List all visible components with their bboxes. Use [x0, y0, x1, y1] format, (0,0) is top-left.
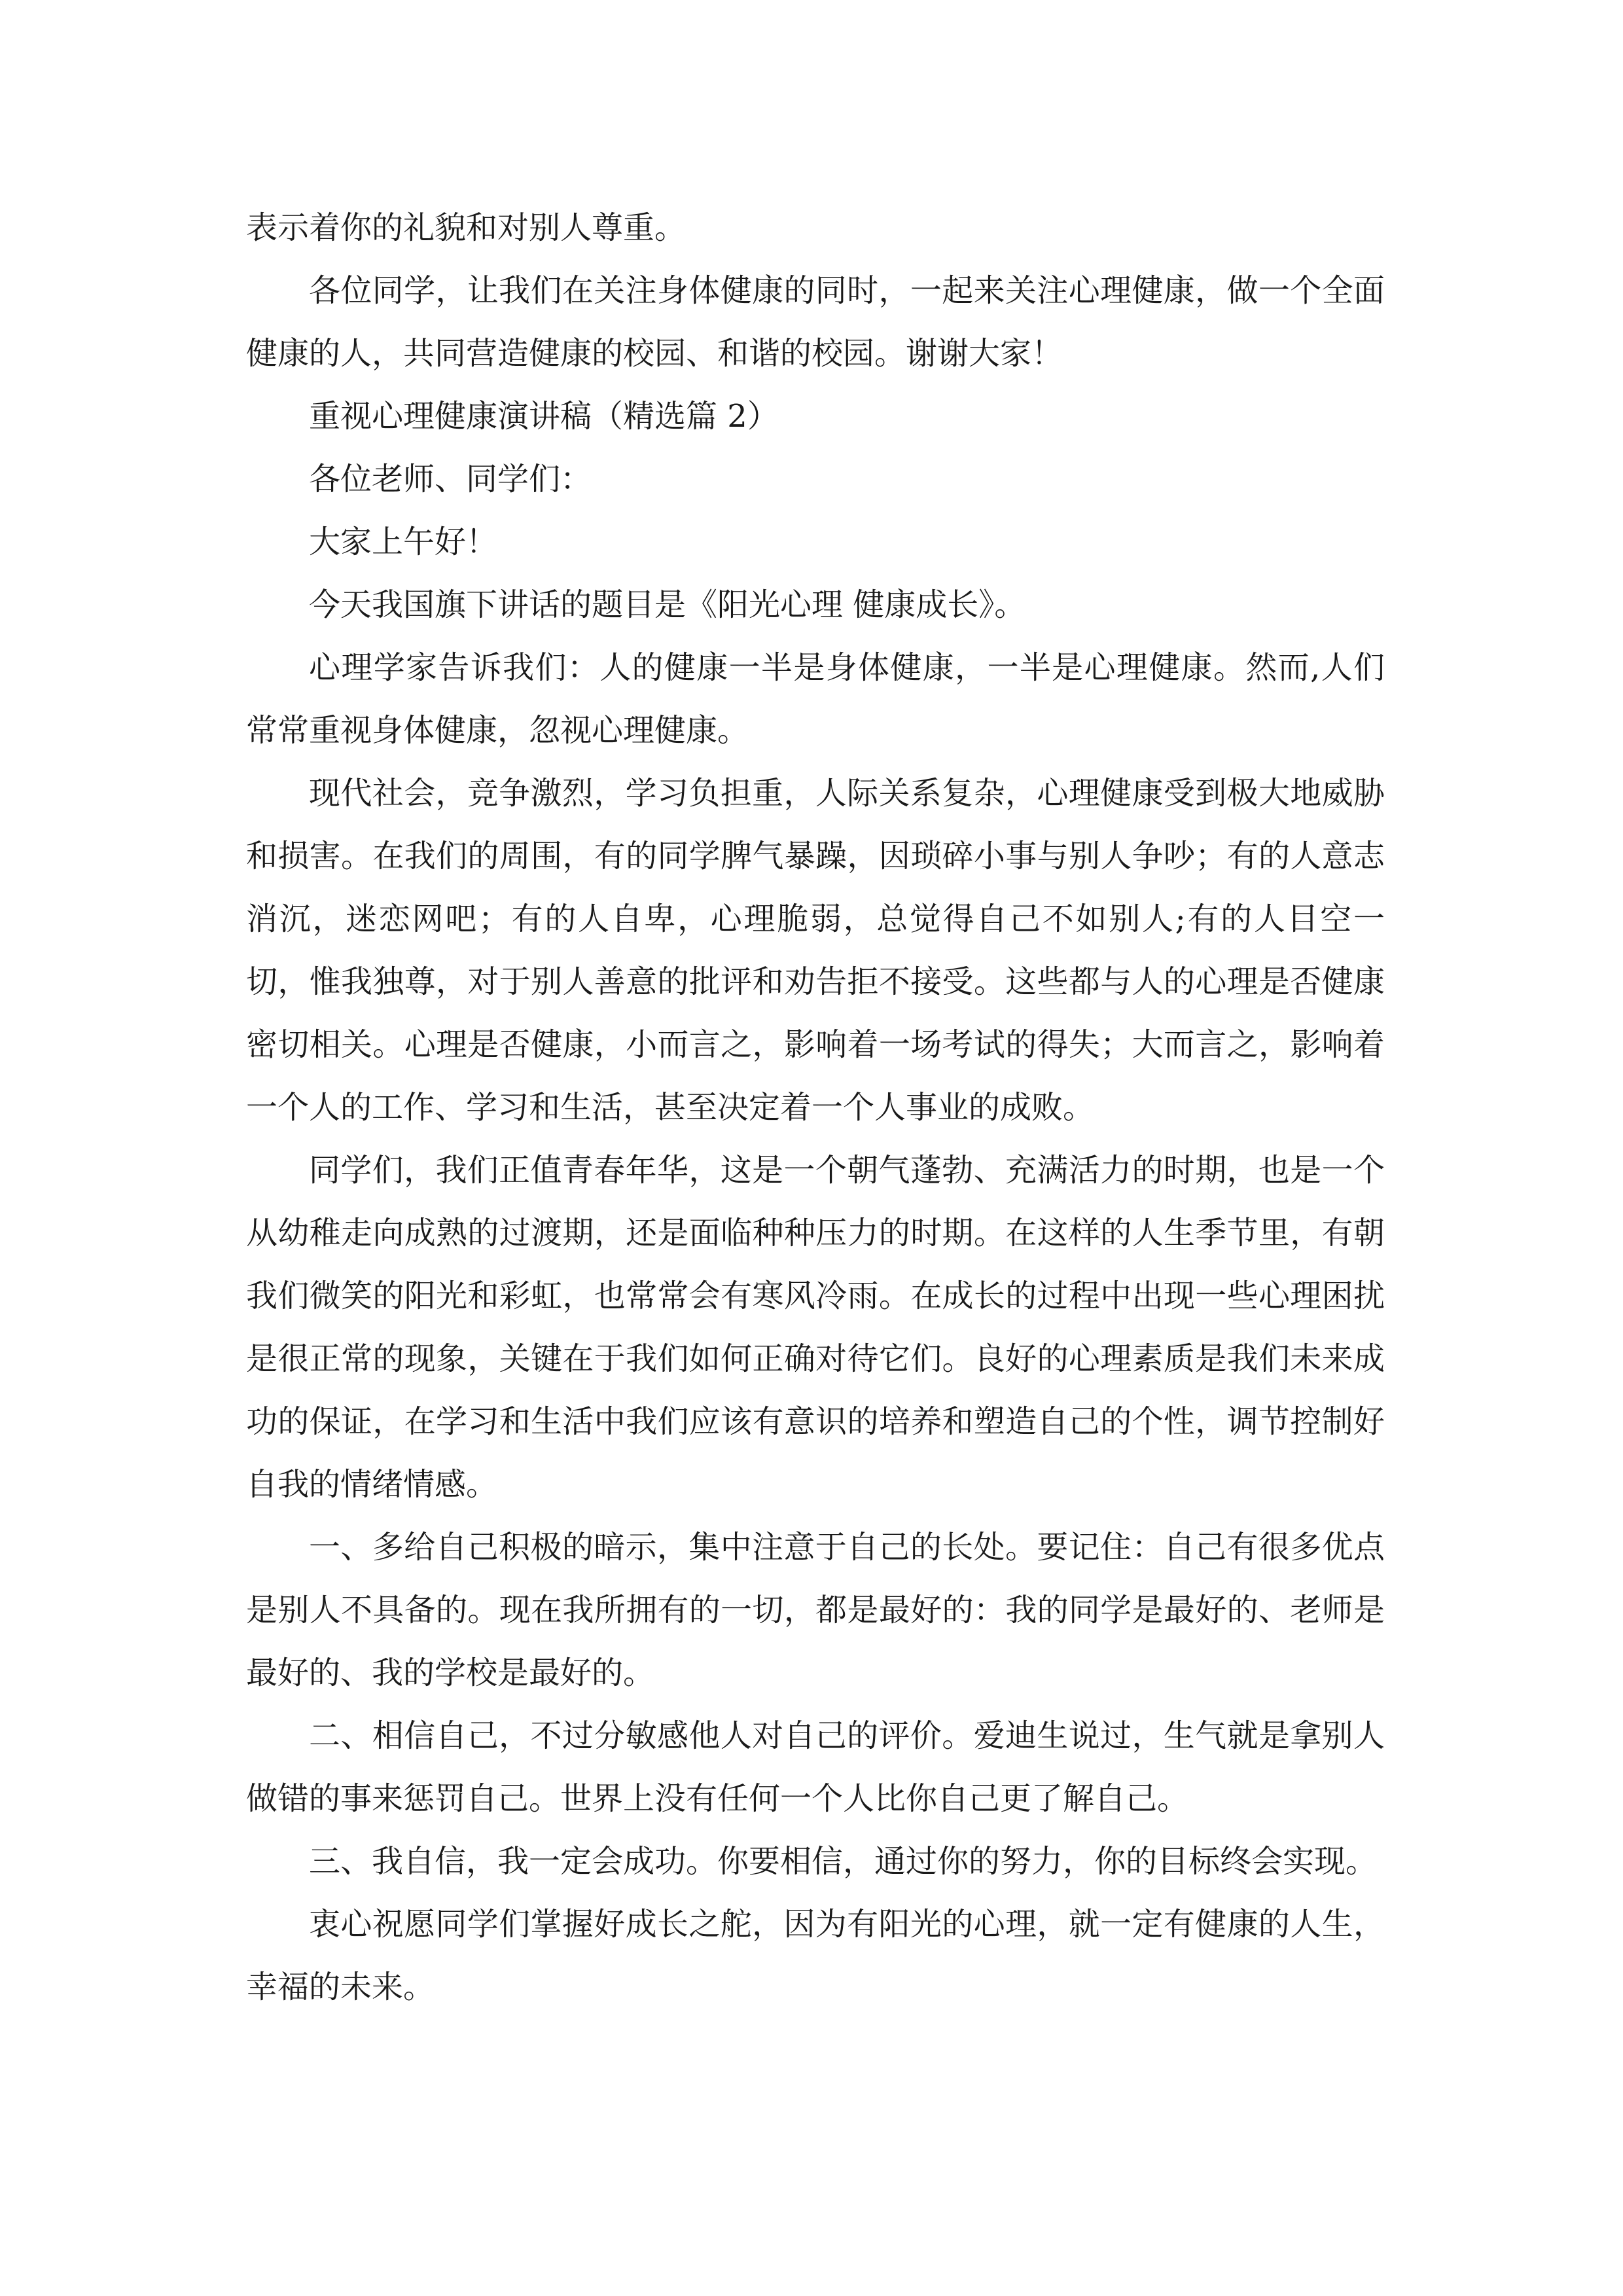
greeting: 大家上午好！ — [309, 524, 498, 560]
paragraph-closing-remarks: 各位同学，让我们在关注身体健康的同时，一起来关注心理健康，做一个全面健康的人，共同营造健康的校园、和谐的校园。谢谢大家！ — [246, 272, 1385, 372]
point-one: 一、多给自己积极的暗示，集中注意于自己的长处。要记住：自己有很多优点是别人不具备的。现在我所拥有的一切，都是最好的：我的同学是最好的、老师是最好的、我的学校是最好的。 — [246, 1529, 1385, 1691]
section-title: 重视心理健康演讲稿（精选篇 2） — [309, 398, 779, 435]
speech-topic: 今天我国旗下讲话的题目是《阳光心理 健康成长》。 — [309, 586, 1026, 623]
paragraph-health-halves: 心理学家告诉我们：人的健康一半是身体健康，一半是心理健康。然而,人们常常重视身体健康，忽视心理健康。 — [246, 649, 1385, 749]
salutation: 各位老师、同学们： — [309, 461, 592, 497]
paragraph-youth: 同学们，我们正值青春年华，这是一个朝气蓬勃、充满活力的时期，也是一个从幼稚走向成熟的过渡期，还是面临种种压力的时期。在这样的人生季节里，有朝我们微笑的阳光和彩虹，也常常会有寒风冷雨。在成长的过程中出现一些心理困扰是很正常的现象，关键在于我们如何正确对待它们。良好的心理素质是我们未来成功的保证，在学习和生活中我们应该有意识的培养和塑造自己的个性，调节控制好自我的情绪情感。 — [246, 1152, 1385, 1503]
document-body — [246, 196, 1385, 2018]
paragraph-modern-society: 现代社会，竞争激烈，学习负担重，人际关系复杂，心理健康受到极大地威胁和损害。在我们的周围，有的同学脾气暴躁，因琐碎小事与别人争吵；有的人意志消沉，迷恋网吧；有的人自卑，心理脆弱，总觉得自己不如别人;有的人目空一切，惟我独尊，对于别人善意的批评和劝告拒不接受。这些都与人的心理是否健康密切相关。心理是否健康，小而言之，影响着一场考试的得失；大而言之，影响着一个人的工作、学习和生活，甚至决定着一个人事业的成败。 — [246, 775, 1385, 1126]
paragraph-continuation: 表示着你的礼貌和对别人尊重。 — [246, 209, 687, 246]
point-three: 三、我自信，我一定会成功。你要相信，通过你的努力，你的目标终会实现。 — [309, 1843, 1378, 1880]
closing-wish: 衷心祝愿同学们掌握好成长之舵，因为有阳光的心理，就一定有健康的人生，幸福的未来。 — [246, 1906, 1385, 2005]
point-two: 二、相信自己，不过分敏感他人对自己的评价。爱迪生说过，生气就是拿别人做错的事来惩罚自己。世界上没有任何一个人比你自己更了解自己。 — [246, 1717, 1385, 1817]
